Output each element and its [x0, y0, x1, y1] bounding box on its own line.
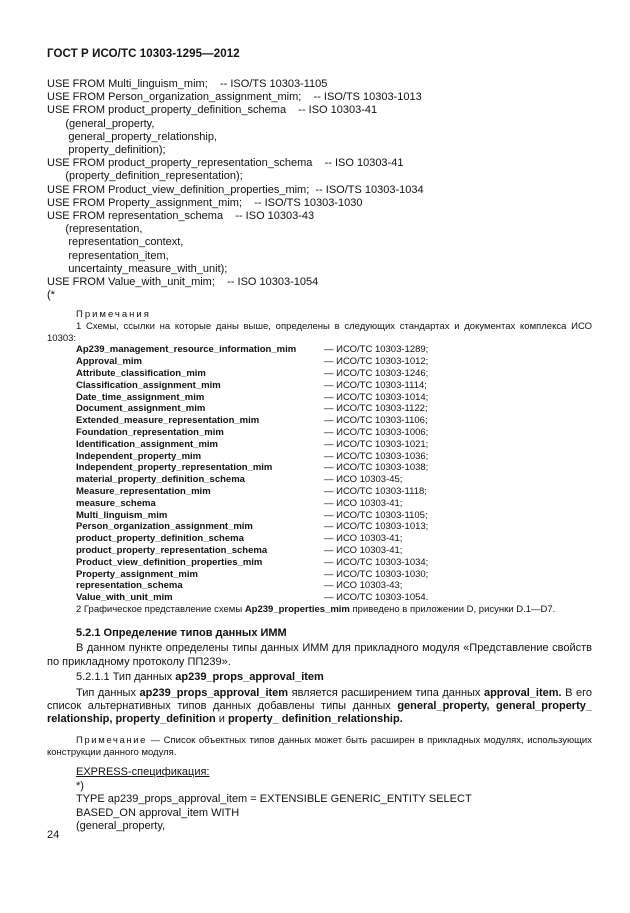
- text-run: и: [215, 713, 228, 726]
- code-line: USE FROM product_property_definition_schema -- ISO 10303-41: [47, 104, 378, 117]
- list-item: [76, 415, 592, 427]
- schema-standard: — ИСО 10303-41;: [324, 533, 403, 545]
- code-line: (representation,: [47, 223, 143, 236]
- note-1: 1 Схемы, ссылки на которые даны выше, определены в следующих стандартах и документах комплекса ИСО 10303:: [47, 320, 592, 344]
- schema-name: Foundation_representation_mim: [76, 426, 224, 438]
- code-line: representation_item,: [47, 249, 169, 262]
- list-item: [76, 427, 592, 439]
- schema-name: Measure_representation_mim: [76, 485, 211, 497]
- schema-standard: — ИСО/ТС 10303-1118;: [324, 485, 427, 497]
- schema-standard: — ИСО/ТС 10303-1006;: [324, 426, 429, 438]
- code-line: (*: [47, 289, 55, 302]
- schema-standard: — ИСО/ТС 10303-1106;: [324, 415, 428, 427]
- list-item: [76, 486, 592, 498]
- schema-name: Multi_linguism_mim: [76, 509, 168, 521]
- list-item: [76, 533, 592, 545]
- code-line: representation_context,: [47, 236, 184, 249]
- code-line: property_definition);: [47, 144, 166, 157]
- code-line: USE FROM Multi_linguism_mim; -- ISO/TS 10303-1105: [47, 78, 328, 90]
- code-line: (property_definition_representation);: [47, 170, 243, 183]
- list-item: [76, 380, 592, 392]
- list-item: [76, 368, 592, 380]
- list-item: [76, 521, 592, 533]
- text-run: является расширением типа данных: [288, 686, 484, 699]
- schema-standard: — ИСО/ТС 10303-1030;: [324, 568, 429, 580]
- subsection-number: 5.2.1.1 Тип данных: [76, 671, 176, 684]
- schema-name: Product_view_definition_properties_mim: [76, 556, 263, 568]
- subsection-type-name: ap239_props_approval_item: [175, 671, 324, 684]
- code-line: USE FROM representation_schema -- ISO 10303-43: [47, 210, 315, 223]
- note-text: — Список объектных типов данных может быть расширен в прикладных модулях, использующих конструкции данного модуля.: [47, 734, 592, 758]
- schema-standard: — ИСО/ТС 10303-1289;: [324, 344, 429, 356]
- text-run: В его список альтернативных типов данных добавлены типы данных: [47, 686, 593, 713]
- schema-standard: — ИСО/ТС 10303-1036;: [324, 450, 429, 462]
- schema-name: Attribute_classification_mim: [76, 367, 206, 379]
- note-label: Примечание: [76, 734, 147, 746]
- list-item: [76, 545, 592, 557]
- notes-block: [47, 309, 592, 616]
- express-line: BASED_ON approval_item WITH: [76, 806, 240, 819]
- code-line: uncertainty_measure_with_unit);: [47, 262, 228, 275]
- list-item: [76, 403, 592, 415]
- schema-standard: — ИСО/ТС 10303-1014;: [324, 391, 429, 403]
- type-name: property_ definition_relationship.: [227, 713, 403, 726]
- express-line: (general_property,: [76, 820, 166, 833]
- section-5-2-1: [47, 627, 592, 833]
- schema-standard: — ИСО 10303-45;: [324, 474, 403, 486]
- schema-name: Person_organization_assignment_mim: [76, 521, 253, 533]
- schema-name: product_property_representation_schema: [76, 544, 268, 556]
- schema-standard: — ИСО 10303-41;: [324, 544, 403, 556]
- list-item: [76, 498, 592, 510]
- text-run: Тип данных: [76, 686, 140, 699]
- list-item: [76, 356, 592, 368]
- schema-standard: — ИСО/ТС 10303-1054.: [324, 592, 429, 604]
- schema-name: Ap239_management_resource_information_mim: [76, 344, 297, 356]
- code-line: USE FROM Product_view_definition_properties_mim; -- ISO/TS 10303-1034: [47, 183, 424, 196]
- express-line: TYPE ap239_props_approval_item = EXTENSIBLE GENERIC_ENTITY SELECT: [76, 793, 472, 806]
- express-line: *): [76, 779, 84, 792]
- section-intro: В данном пункте определены типы данных ИММ для прикладного модуля «Представление свойств по прикладному протоколу ПП239».: [47, 642, 592, 668]
- note-2-text-end: приведено в приложении D, рисунки D.1—D7.: [349, 603, 556, 615]
- list-item: [76, 451, 592, 463]
- list-item: [76, 580, 592, 592]
- notes-title: Примечания: [76, 309, 151, 320]
- express-use-clauses: [47, 78, 424, 302]
- list-item: [76, 557, 592, 569]
- schema-standard: — ИСО/ТС 10303-1122;: [324, 403, 428, 415]
- schema-reference-list: [76, 344, 592, 604]
- code-line: USE FROM Value_with_unit_mim; -- ISO 10303-1054: [47, 276, 319, 289]
- type-description: [47, 687, 592, 727]
- express-label: EXPRESS-спецификация:: [76, 766, 210, 779]
- list-item: [76, 592, 592, 604]
- schema-name: representation_schema: [76, 580, 183, 592]
- schema-name: Value_with_unit_mim: [76, 592, 173, 604]
- schema-standard: — ИСО 10303-43;: [324, 580, 403, 592]
- section-heading: 5.2.1 Определение типов данных ИММ: [76, 627, 287, 639]
- schema-name: Independent_property_representation_mim: [76, 462, 273, 474]
- schema-standard: — ИСО 10303-41;: [324, 497, 403, 509]
- note-2-text: 2 Графическое представление схемы: [76, 603, 245, 615]
- running-header: ГОСТ Р ИСО/ТС 10303-1295—2012: [47, 48, 240, 60]
- schema-name: Independent_property_mim: [76, 450, 202, 462]
- schema-standard: — ИСО/ТС 10303-1246;: [324, 367, 429, 379]
- schema-name: Identification_assignment_mim: [76, 438, 219, 450]
- schema-name: material_property_definition_schema: [76, 474, 245, 486]
- section-note: [47, 735, 592, 759]
- list-item: [76, 439, 592, 451]
- type-name: general_property, general_property_ relationship, property_definition: [47, 700, 592, 726]
- code-line: (general_property,: [47, 117, 155, 130]
- code-line: USE FROM Property_assignment_mim; -- ISO/TS 10303-1030: [47, 196, 363, 209]
- note-2: [76, 604, 592, 616]
- schema-name: product_property_definition_schema: [76, 533, 244, 545]
- schema-standard: — ИСО/ТС 10303-1034;: [324, 556, 429, 568]
- code-line: USE FROM product_property_representation_schema -- ISO 10303-41: [47, 157, 404, 170]
- code-line: general_property_relationship,: [47, 130, 217, 143]
- schema-name: Date_time_assignment_mim: [76, 391, 205, 403]
- note-2-schema: Ap239_properties_mim: [244, 603, 350, 615]
- list-item: [76, 569, 592, 581]
- type-name: approval_item.: [483, 686, 562, 699]
- schema-name: Document_assignment_mim: [76, 403, 206, 415]
- list-item: [76, 462, 592, 474]
- subsection-heading: [76, 671, 592, 684]
- schema-name: Classification_assignment_mim: [76, 379, 221, 391]
- type-name: ap239_props_approval_item: [139, 686, 289, 699]
- schema-standard: — ИСО/ТС 10303-1105;: [324, 509, 428, 521]
- schema-standard: — ИСО/ТС 10303-1012;: [324, 356, 429, 368]
- schema-name: Property_assignment_mim: [76, 568, 198, 580]
- list-item: [76, 510, 592, 522]
- page-number: 24: [47, 829, 60, 841]
- schema-name: Approval_mim: [76, 356, 142, 368]
- schema-name: Extended_measure_representation_mim: [76, 415, 260, 427]
- schema-standard: — ИСО/ТС 10303-1021;: [324, 438, 429, 450]
- schema-standard: — ИСО/ТС 10303-1013;: [324, 521, 429, 533]
- list-item: [76, 474, 592, 486]
- schema-standard: — ИСО/ТС 10303-1038;: [324, 462, 429, 474]
- list-item: [76, 392, 592, 404]
- list-item: [76, 344, 592, 356]
- schema-standard: — ИСО/ТС 10303-1114;: [324, 379, 427, 391]
- code-line: USE FROM Person_organization_assignment_mim; -- ISO/TS 10303-1013: [47, 91, 422, 104]
- schema-name: measure_schema: [76, 497, 156, 509]
